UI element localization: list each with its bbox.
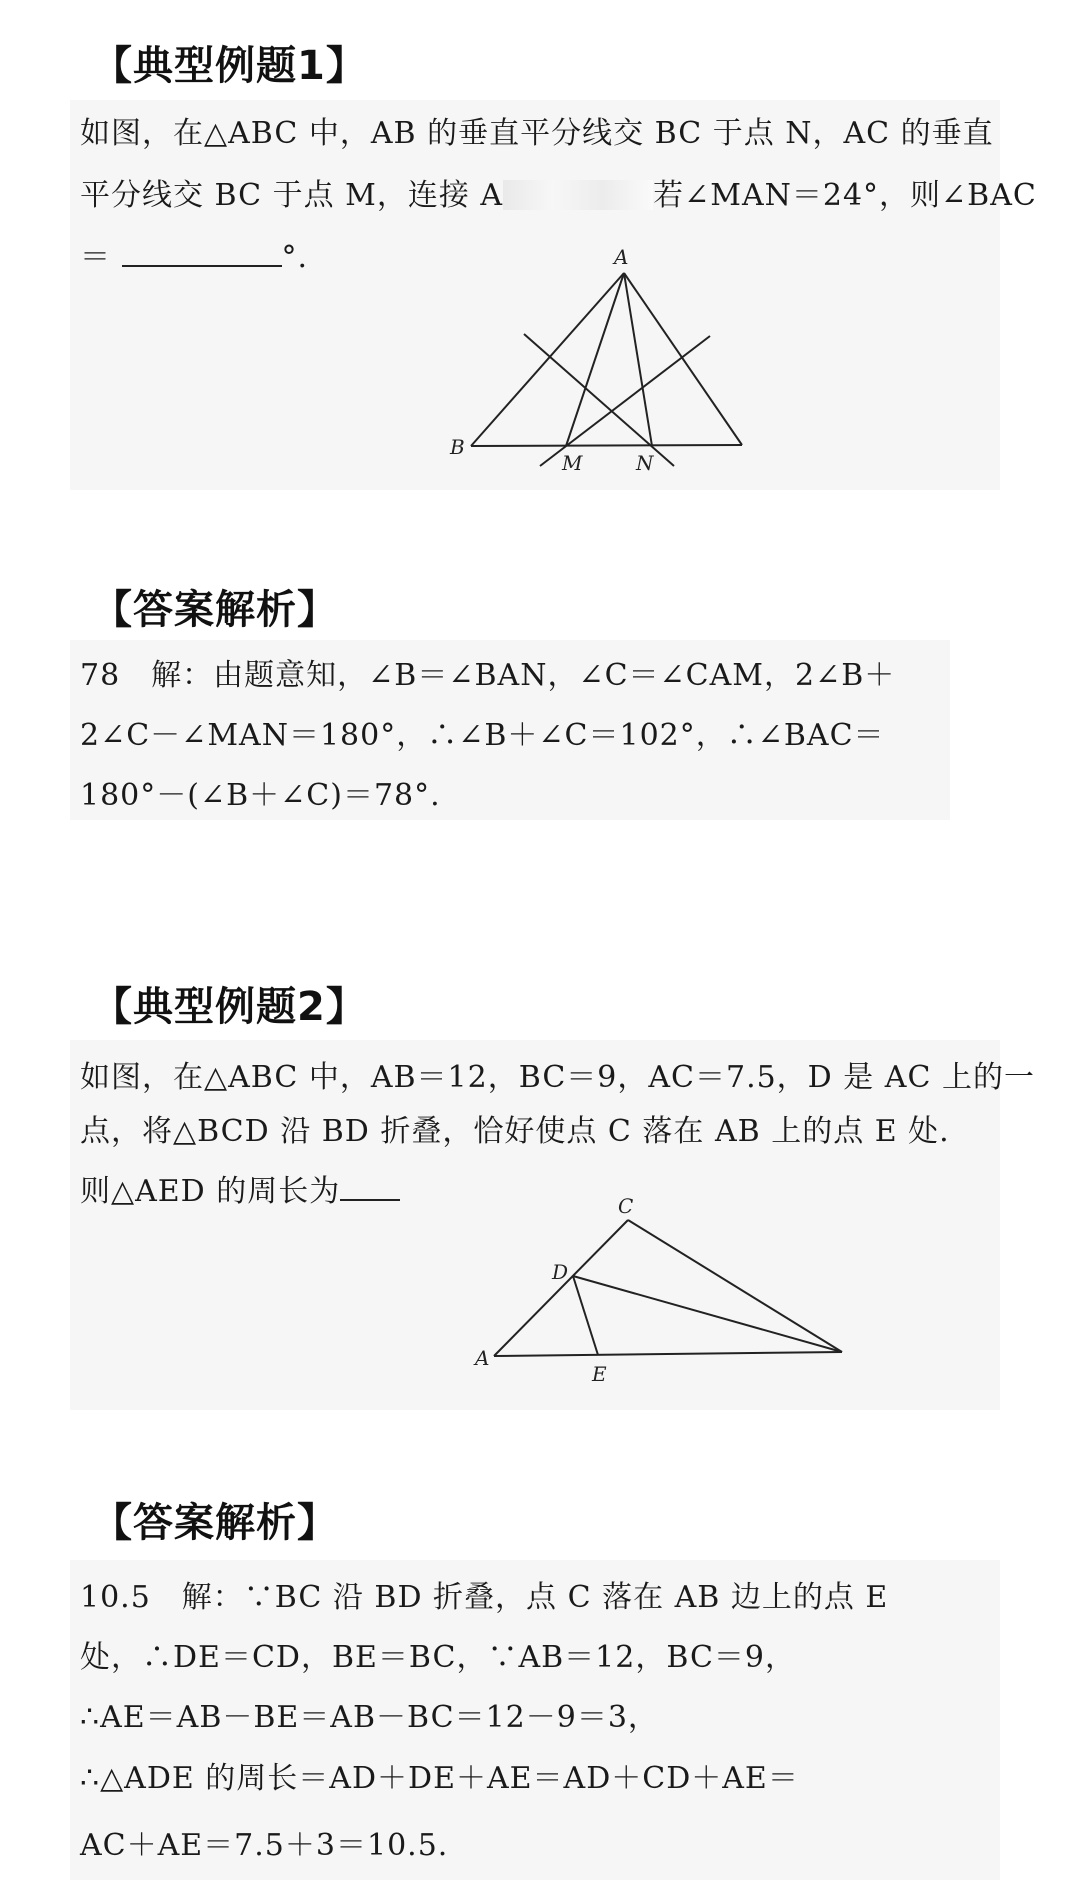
example2-text-line1: 如图，在△ABC 中，AB＝12，BC＝9，AC＝7.5，D 是 AC 上的一 <box>80 1060 1035 1095</box>
example1-text-line2-end: 若∠MAN＝24°，则∠BAC <box>653 178 1037 213</box>
side-bc <box>628 1220 842 1352</box>
blurred-text-region <box>503 180 653 210</box>
label-b: B <box>450 435 465 459</box>
label-c: C <box>618 1195 634 1218</box>
triangle-diagram-2 <box>470 1195 850 1385</box>
example1-equals: ＝ <box>80 240 111 275</box>
example1-degree: °. <box>281 240 309 275</box>
answer1-heading: 【答案解析】 <box>92 587 338 633</box>
label-n: N <box>636 451 654 475</box>
side-ac <box>494 1220 628 1356</box>
side-ab <box>494 1352 842 1356</box>
example2-heading: 【典型例题2】 <box>92 984 367 1030</box>
answer2-heading: 【答案解析】 <box>92 1500 338 1546</box>
answer-blank-line <box>122 264 282 267</box>
example1-text-line3 <box>80 232 308 276</box>
answer-blank-line <box>340 1198 400 1201</box>
example1-text-line2-start: 平分线交 BC 于点 M，连接 A <box>80 178 504 213</box>
perpendicular-bisector-ac <box>540 336 710 466</box>
segment-de <box>573 1276 598 1355</box>
label-d: D <box>552 1260 569 1284</box>
answer2-text-line3: ∴AE＝AB－BE＝AB－BC＝12－9＝3， <box>80 1700 659 1735</box>
answer1-text-line2: 2∠C－∠MAN＝180°，∴∠B＋∠C＝102°，∴∠BAC＝ <box>80 718 885 753</box>
example2-question: 则△AED 的周长为 <box>80 1174 341 1209</box>
answer2-text-line1: 10.5 解：∵BC 沿 BD 折叠，点 C 落在 AB 边上的点 E <box>80 1580 889 1615</box>
example1-heading: 【典型例题1】 <box>92 43 367 89</box>
label-a: A <box>614 245 629 269</box>
label-e: E <box>592 1362 607 1385</box>
example2-text-line2: 点，将△BCD 沿 BD 折叠，恰好使点 C 落在 AB 上的点 E 处. <box>80 1114 950 1149</box>
example1-text-line1: 如图，在△ABC 中，AB 的垂直平分线交 BC 于点 N，AC 的垂直 <box>80 116 994 151</box>
segment-bd <box>573 1276 842 1352</box>
example1-text-line2 <box>80 170 1037 214</box>
segment-am <box>566 273 624 446</box>
answer2-text-line5: AC＋AE＝7.5＋3＝10.5. <box>80 1828 449 1863</box>
triangle-diagram-1 <box>440 240 780 480</box>
side-ac <box>624 273 742 445</box>
label-a: A <box>475 1346 490 1370</box>
answer1-text-line3: 180°－(∠B＋∠C)＝78°. <box>80 778 441 813</box>
example2-text-line3 <box>80 1166 400 1210</box>
answer2-text-line4: ∴△ADE 的周长＝AD＋DE＋AE＝AD＋CD＋AE＝ <box>80 1761 799 1796</box>
segment-an <box>624 273 652 446</box>
answer1-text-line1: 78 解：由题意知，∠B＝∠BAN，∠C＝∠CAM，2∠B＋ <box>80 658 896 693</box>
side-bc <box>471 445 742 446</box>
answer2-text-line2: 处，∴DE＝CD，BE＝BC，∵AB＝12，BC＝9， <box>80 1640 796 1675</box>
label-m: M <box>562 451 583 475</box>
